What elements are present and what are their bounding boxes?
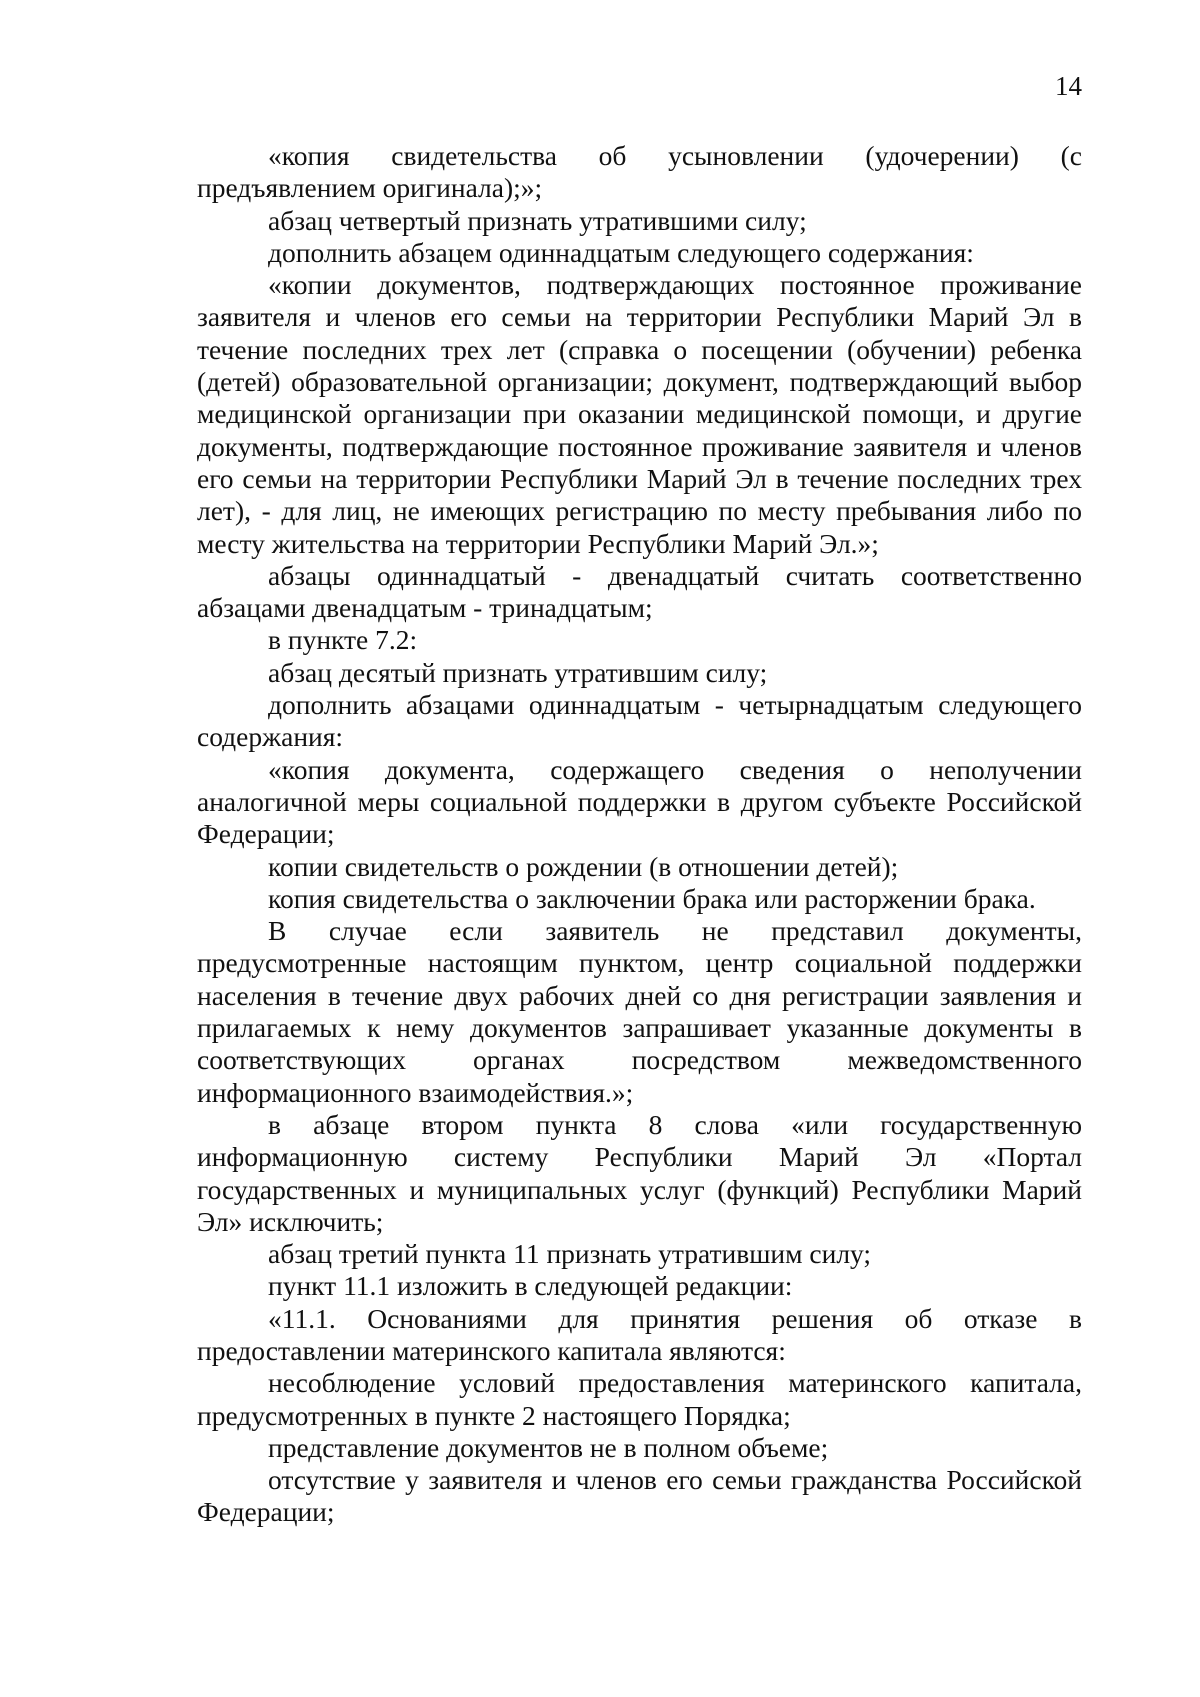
paragraph: представление документов не в полном объеме; [268,1431,829,1463]
paragraph: в пункте 7.2: [268,624,418,656]
paragraph: абзацы одиннадцатый - двенадцатый считать соответственно абзацами двенадцатым - тринадцатым; [197,559,1082,624]
paragraph: «11.1. Основаниями для принятия решения об отказе в предоставлении материнского капитала являются: [197,1302,1082,1366]
paragraph: абзац десятый признать утратившим силу; [268,656,768,688]
paragraph: «копии документов, подтверждающих постоянное проживание заявителя и членов его семьи на территории Республики Марий Эл в течение последних трех лет (справка о посещении (обучении) ребенка (детей) образовательной организации; документ, подтверждающий выбор медицинской организации при оказании медицинской помощи, и другие документы, подтверждающие постоянное проживание заявителя и членов его семьи на территории Республики Марий Эл в течение последних трех лет), - для лиц, не имеющих регистрацию по месту пребывания либо по месту жительства на территории Республики Марий Эл.»; [197,269,1082,559]
document-body [197,140,1082,1529]
paragraph: копии свидетельств о рождении (в отношении детей); [268,850,899,882]
paragraph: В случае если заявитель не представил документы, предусмотренные настоящим пунктом, центр социальной поддержки населения в течение двух рабочих дней со дня регистрации заявления и прилагаемых к нему документов запрашивает указанные документы в соответствующих органах посредством межведомственного информационного взаимодействия.»; [197,915,1082,1108]
paragraph: дополнить абзацем одиннадцатым следующего содержания: [268,236,974,268]
paragraph: абзац третий пункта 11 признать утратившим силу; [268,1238,872,1270]
paragraph: абзац четвертый признать утратившими силу; [268,204,807,236]
page-number: 14 [1055,71,1082,101]
paragraph: «копия свидетельства об усыновлении (удочерении) (с предъявлением оригинала);»; [197,140,1082,204]
paragraph: в абзаце втором пункта 8 слова «или государственную информационную систему Республики Марий Эл «Портал государственных и муниципальных услуг (функций) Республики Марий Эл» исключить; [197,1108,1082,1237]
paragraph: дополнить абзацами одиннадцатым - четырнадцатым следующего содержания: [197,689,1082,753]
paragraph: пункт 11.1 изложить в следующей редакции: [268,1270,793,1302]
paragraph: несоблюдение условий предоставления материнского капитала, предусмотренных в пункте 2 настоящего Порядка; [197,1367,1082,1431]
paragraph: отсутствие у заявителя и членов его семьи гражданства Российской Федерации; [197,1464,1082,1528]
paragraph: «копия документа, содержащего сведения о неполучении аналогичной меры социальной поддержки в другом субъекте Российской Федерации; [197,753,1082,850]
paragraph: копия свидетельства о заключении брака или расторжении брака. [268,882,1036,914]
